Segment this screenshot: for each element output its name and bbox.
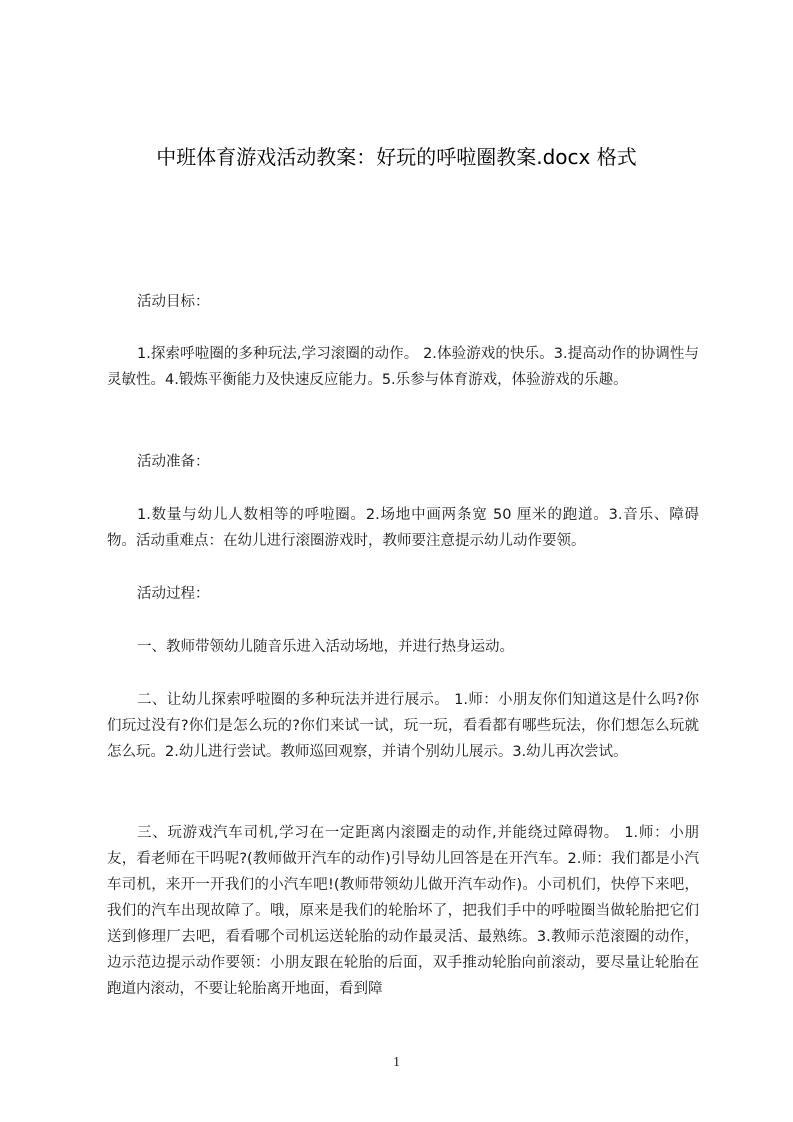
goals-heading: 活动目标： — [137, 294, 210, 310]
preparation-heading: 活动准备： — [137, 454, 210, 470]
process-heading: 活动过程： — [137, 586, 210, 602]
process-step-2: 二、让幼儿探索呼啦圈的多种玩法并进行展示。 1.师：小朋友你们知道这是什么吗?你们玩过没有?你们是怎么玩的?你们来试一试，玩一玩，看看都有哪些玩法，你们想怎么玩就怎么玩。2.幼儿进行尝试。教师巡回观察，并请个别幼儿展示。3.幼儿再次尝试。 — [107, 692, 699, 760]
process-step-3: 三、玩游戏汽车司机,学习在一定距离内滚圈走的动作,并能绕过障碍物。 1.师：小朋友，看老师在干吗呢?(教师做开汽车的动作)引导幼儿回答是在开汽车。2.师：我们都是小汽车司机，来开一开我们的小汽车吧!(教师带领幼儿做开汽车动作)。小司机们，快停下来吧，我们的汽车出现故障了。哦，原来是我们的轮胎坏了，把我们手中的呼啦圈当做轮胎把它们送到修理厂去吧，看看哪个司机运送轮胎的动作最灵活、最熟练。3.教师示范滚圈的动作，边示范边提示动作要领：小朋友跟在轮胎的后面，双手推动轮胎向前滚动，要尽量让轮胎在跑道内滚动，不要让轮胎离开地面，看到障 — [107, 825, 699, 997]
page-number: 1 — [393, 1055, 400, 1070]
process-step-1: 一、教师带领幼儿随音乐进入活动场地，并进行热身运动。 — [137, 639, 514, 655]
preparation-paragraph: 1.数量与幼儿人数相等的呼啦圈。2.场地中画两条宽 50 厘米的跑道。3.音乐、障碍物。活动重难点：在幼儿进行滚圈游戏时，教师要注意提示幼儿动作要领。 — [107, 507, 699, 549]
document-title: 中班体育游戏活动教案：好玩的呼啦圈教案.docx 格式 — [156, 145, 637, 169]
goals-paragraph: 1.探索呼啦圈的多种玩法,学习滚圈的动作。 2.体验游戏的快乐。3.提高动作的协调性与灵敏性。4.锻炼平衡能力及快速反应能力。5.乐参与体育游戏，体验游戏的乐趣。 — [107, 346, 699, 388]
